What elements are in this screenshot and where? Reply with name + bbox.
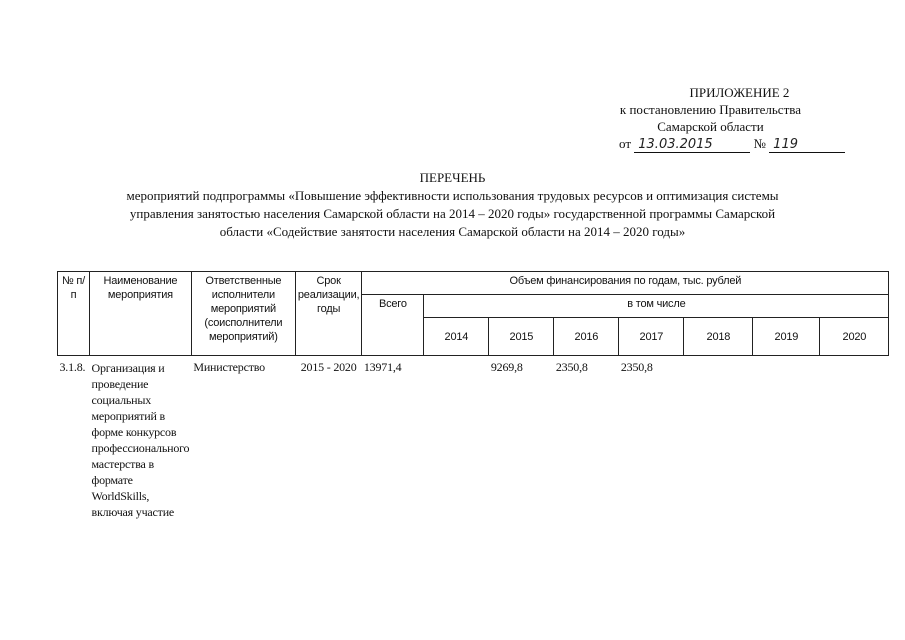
- appendix-line-2: Самарской области: [657, 119, 764, 134]
- header-year: 2016: [554, 318, 619, 356]
- row-value: [820, 356, 889, 523]
- row-num: 3.1.8.: [59, 360, 86, 374]
- header-year: 2017: [619, 318, 684, 356]
- appendix-line-1: к постановлению Правительства: [619, 102, 801, 117]
- row-executor: Министерство: [193, 360, 265, 374]
- heading-title: ПЕРЕЧЕНЬ: [419, 170, 486, 185]
- header-total: Всего: [362, 295, 424, 356]
- row-value: 2350,8: [620, 360, 653, 374]
- row-period: 2015 - 2020: [300, 360, 357, 374]
- header-year: 2018: [684, 318, 753, 356]
- header-funding: Объем финансирования по годам, тыс. рублей: [362, 272, 889, 295]
- header-executors: Ответственные исполнители мероприятий (соисполнители мероприятий): [191, 272, 295, 356]
- header-period: Срок реализации, годы: [295, 272, 362, 356]
- decree-date: 13.03.2015: [634, 137, 750, 153]
- document-heading: [0, 169, 905, 241]
- appendix-title: ПРИЛОЖЕНИЕ 2: [689, 85, 790, 100]
- row-value: [684, 356, 753, 523]
- number-prefix: №: [753, 136, 766, 151]
- header-name: Наименование мероприятия: [90, 272, 192, 356]
- header-year: 2019: [753, 318, 820, 356]
- row-value: [753, 356, 820, 523]
- header-incl: в том числе: [424, 295, 889, 318]
- heading-line-2: управления занятостью населения Самарской области на 2014 – 2020 годы» государственной программы Самарской: [129, 206, 776, 221]
- date-prefix: от: [619, 136, 632, 151]
- header-year: 2020: [820, 318, 889, 356]
- header-year: 2015: [489, 318, 554, 356]
- header-num: № п/п: [58, 272, 90, 356]
- events-table: [57, 271, 889, 522]
- heading-line-3: области «Содействие занятости населения Самарской области на 2014 – 2020 годы»: [219, 224, 686, 239]
- row-value: [424, 356, 489, 523]
- decree-date-number: [619, 136, 845, 153]
- header-year: 2014: [424, 318, 489, 356]
- row-total: 13971,4: [363, 360, 402, 374]
- appendix-block: [620, 84, 801, 135]
- row-value: 9269,8: [490, 360, 523, 374]
- decree-number: 119: [769, 137, 845, 153]
- row-name: Организация и проведение социальных мероприятий в форме конкурсов профессионального мастерства в формате WorldSkills, включая участие: [91, 361, 190, 519]
- row-value: 2350,8: [555, 360, 588, 374]
- heading-line-1: мероприятий подпрограммы «Повышение эффективности использования трудовых ресурсов и оптимизация системы: [126, 188, 779, 203]
